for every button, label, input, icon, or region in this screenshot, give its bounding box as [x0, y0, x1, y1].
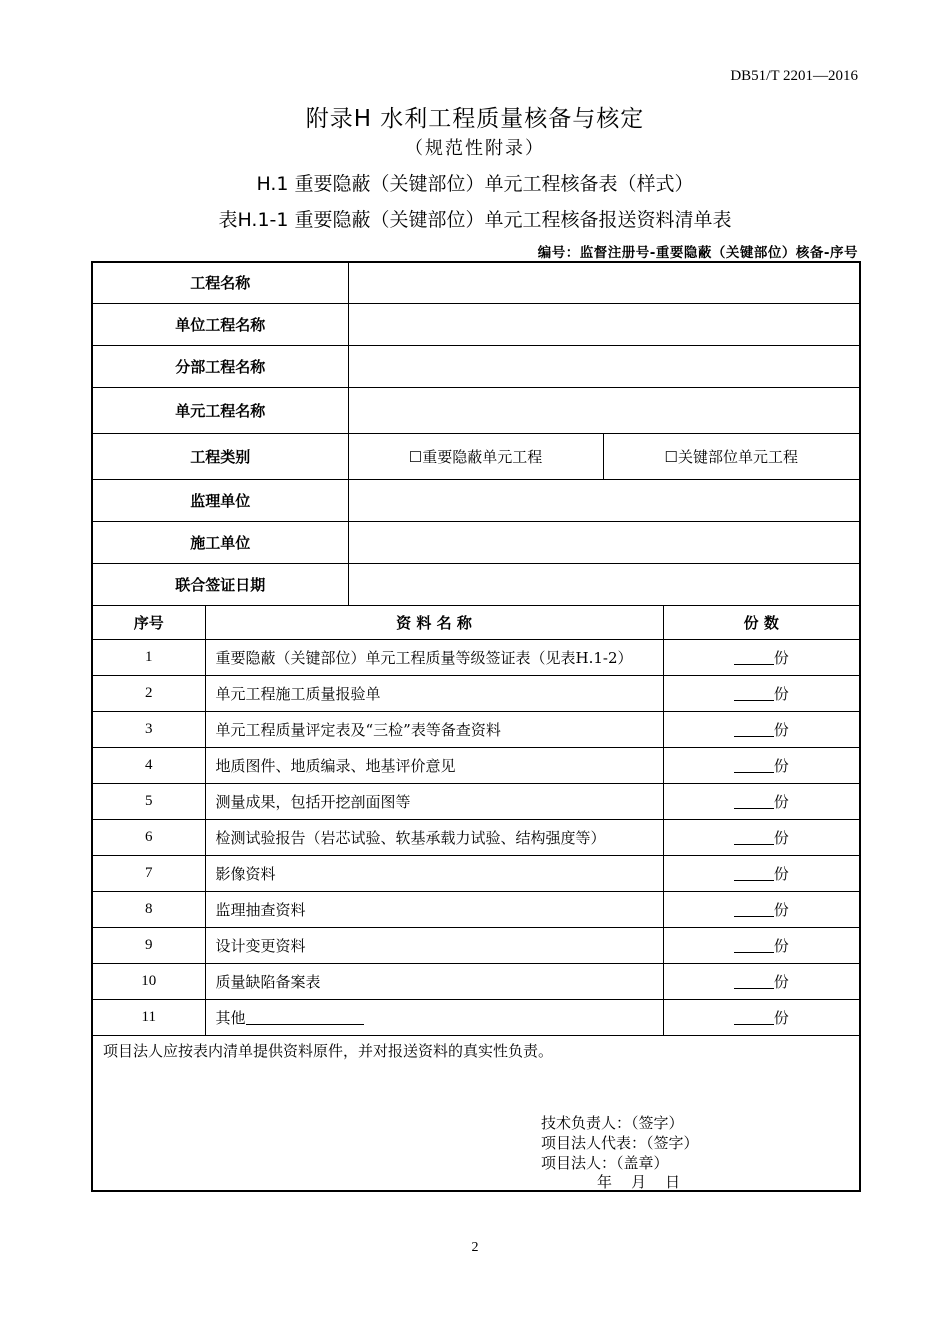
- other-blank[interactable]: [246, 1010, 364, 1025]
- normative-subtitle: （规范性附录）: [405, 138, 545, 159]
- item-copies[interactable]: [663, 639, 860, 675]
- item-name: 检测试验报告（岩芯试验、软基承载力试验、结构强度等）: [205, 819, 663, 855]
- division-project-label: 分部工程名称: [92, 345, 348, 387]
- division-project-field[interactable]: [348, 345, 860, 387]
- item-no: 7: [92, 855, 205, 891]
- project-name-label: 工程名称: [92, 262, 348, 303]
- item-copies[interactable]: [663, 711, 860, 747]
- contractor-label: 施工单位: [92, 521, 348, 563]
- copies-unit: 份: [773, 1008, 789, 1027]
- unit-project-label: 单位工程名称: [92, 303, 348, 345]
- form-code: 编号：监督注册号-重要隐蔽（关键部位）核备-序号: [537, 245, 858, 261]
- copies-blank[interactable]: [734, 650, 774, 665]
- item-copies[interactable]: [663, 675, 860, 711]
- item-no: 9: [92, 927, 205, 963]
- item-copies[interactable]: [663, 891, 860, 927]
- item-copies[interactable]: [663, 999, 860, 1035]
- division-project-row: [92, 345, 860, 387]
- table-title: 表H.1-1 重要隐蔽（关键部位）单元工程核备报送资料清单表: [218, 209, 732, 231]
- copies-blank[interactable]: [734, 686, 774, 701]
- item-name: 单元工程质量评定表及“三检”表等备查资料: [205, 711, 663, 747]
- copies-blank[interactable]: [734, 866, 774, 881]
- item-no: 8: [92, 891, 205, 927]
- project-name-field[interactable]: [348, 262, 860, 303]
- list-item: [92, 819, 860, 855]
- list-item: [92, 855, 860, 891]
- contractor-field[interactable]: [348, 521, 860, 563]
- list-item: [92, 927, 860, 963]
- copies-unit: 份: [773, 864, 789, 883]
- project-name-row: [92, 262, 860, 303]
- category-option-key-part[interactable]: ☐关键部位单元工程: [603, 433, 860, 479]
- item-no: 10: [92, 963, 205, 999]
- list-item: [92, 675, 860, 711]
- standard-number: DB51/T 2201—2016: [730, 68, 858, 84]
- item-name: 测量成果，包括开挖剖面图等: [205, 783, 663, 819]
- item-no: 4: [92, 747, 205, 783]
- footer-note: 项目法人应按表内清单提供资料原件，并对报送资料的真实性负责。: [103, 1041, 554, 1060]
- copies-blank[interactable]: [734, 794, 774, 809]
- item-name: [205, 999, 663, 1035]
- item-no: 5: [92, 783, 205, 819]
- list-item: [92, 639, 860, 675]
- item-no: 1: [92, 639, 205, 675]
- other-label: 其他: [215, 1008, 246, 1027]
- unit-project-row: [92, 303, 860, 345]
- legal-entity-seal: 项目法人：（盖章）: [541, 1153, 669, 1172]
- copies-blank[interactable]: [734, 974, 774, 989]
- item-copies[interactable]: [663, 747, 860, 783]
- page-number: 2: [471, 1240, 479, 1255]
- item-copies[interactable]: [663, 819, 860, 855]
- list-header-row: [92, 605, 860, 639]
- joint-sign-date-label: 联合签证日期: [92, 563, 348, 605]
- checklist-form-table: [91, 261, 861, 1192]
- note-signature-row: [92, 1035, 860, 1191]
- item-copies[interactable]: [663, 783, 860, 819]
- copies-blank[interactable]: [734, 938, 774, 953]
- item-name: 监理抽查资料: [205, 891, 663, 927]
- joint-sign-date-row: [92, 563, 860, 605]
- element-project-label: 单元工程名称: [92, 387, 348, 433]
- copies-blank[interactable]: [734, 902, 774, 917]
- copies-unit: 份: [773, 720, 789, 739]
- item-name: 单元工程施工质量报验单: [205, 675, 663, 711]
- supervisor-row: [92, 479, 860, 521]
- note-signature-cell: [92, 1035, 860, 1191]
- copies-blank[interactable]: [734, 830, 774, 845]
- list-item: [92, 891, 860, 927]
- copies-unit: 份: [773, 828, 789, 847]
- item-copies[interactable]: [663, 927, 860, 963]
- copies-blank[interactable]: [734, 758, 774, 773]
- supervisor-field[interactable]: [348, 479, 860, 521]
- item-no: 6: [92, 819, 205, 855]
- category-option-concealed[interactable]: ☐重要隐蔽单元工程: [348, 433, 603, 479]
- section-title: H.1 重要隐蔽（关键部位）单元工程核备表（样式）: [256, 173, 694, 195]
- category-row: [92, 433, 860, 479]
- item-name: 质量缺陷备案表: [205, 963, 663, 999]
- item-name: 重要隐蔽（关键部位）单元工程质量等级签证表（见表H.1-2）: [205, 639, 663, 675]
- copies-blank[interactable]: [734, 1010, 774, 1025]
- item-name: 设计变更资料: [205, 927, 663, 963]
- col-no-header: 序号: [92, 605, 205, 639]
- category-label: 工程类别: [92, 433, 348, 479]
- contractor-row: [92, 521, 860, 563]
- list-item: [92, 783, 860, 819]
- element-project-field[interactable]: [348, 387, 860, 433]
- joint-sign-date-field[interactable]: [348, 563, 860, 605]
- col-name-header: 资 料 名 称: [205, 605, 663, 639]
- list-item: [92, 963, 860, 999]
- element-project-row: [92, 387, 860, 433]
- item-no: 11: [92, 999, 205, 1035]
- col-copies-header: 份 数: [663, 605, 860, 639]
- item-no: 3: [92, 711, 205, 747]
- list-item: [92, 711, 860, 747]
- appendix-title: 附录H 水利工程质量核备与核定: [305, 106, 645, 132]
- copies-unit: 份: [773, 648, 789, 667]
- copies-unit: 份: [773, 900, 789, 919]
- item-no: 2: [92, 675, 205, 711]
- signature-date: 年 月 日: [597, 1172, 681, 1191]
- item-copies[interactable]: [663, 855, 860, 891]
- unit-project-field[interactable]: [348, 303, 860, 345]
- tech-lead-signature: 技术负责人：（签字）: [541, 1113, 684, 1132]
- supervisor-label: 监理单位: [92, 479, 348, 521]
- legal-rep-signature: 项目法人代表：（签字）: [541, 1133, 699, 1152]
- item-copies[interactable]: [663, 963, 860, 999]
- item-name: 地质图件、地质编录、地基评价意见: [205, 747, 663, 783]
- copies-blank[interactable]: [734, 722, 774, 737]
- list-item: [92, 999, 860, 1035]
- copies-unit: 份: [773, 792, 789, 811]
- item-name: 影像资料: [205, 855, 663, 891]
- list-item: [92, 747, 860, 783]
- copies-unit: 份: [773, 936, 789, 955]
- copies-unit: 份: [773, 684, 789, 703]
- copies-unit: 份: [773, 756, 789, 775]
- copies-unit: 份: [773, 972, 789, 991]
